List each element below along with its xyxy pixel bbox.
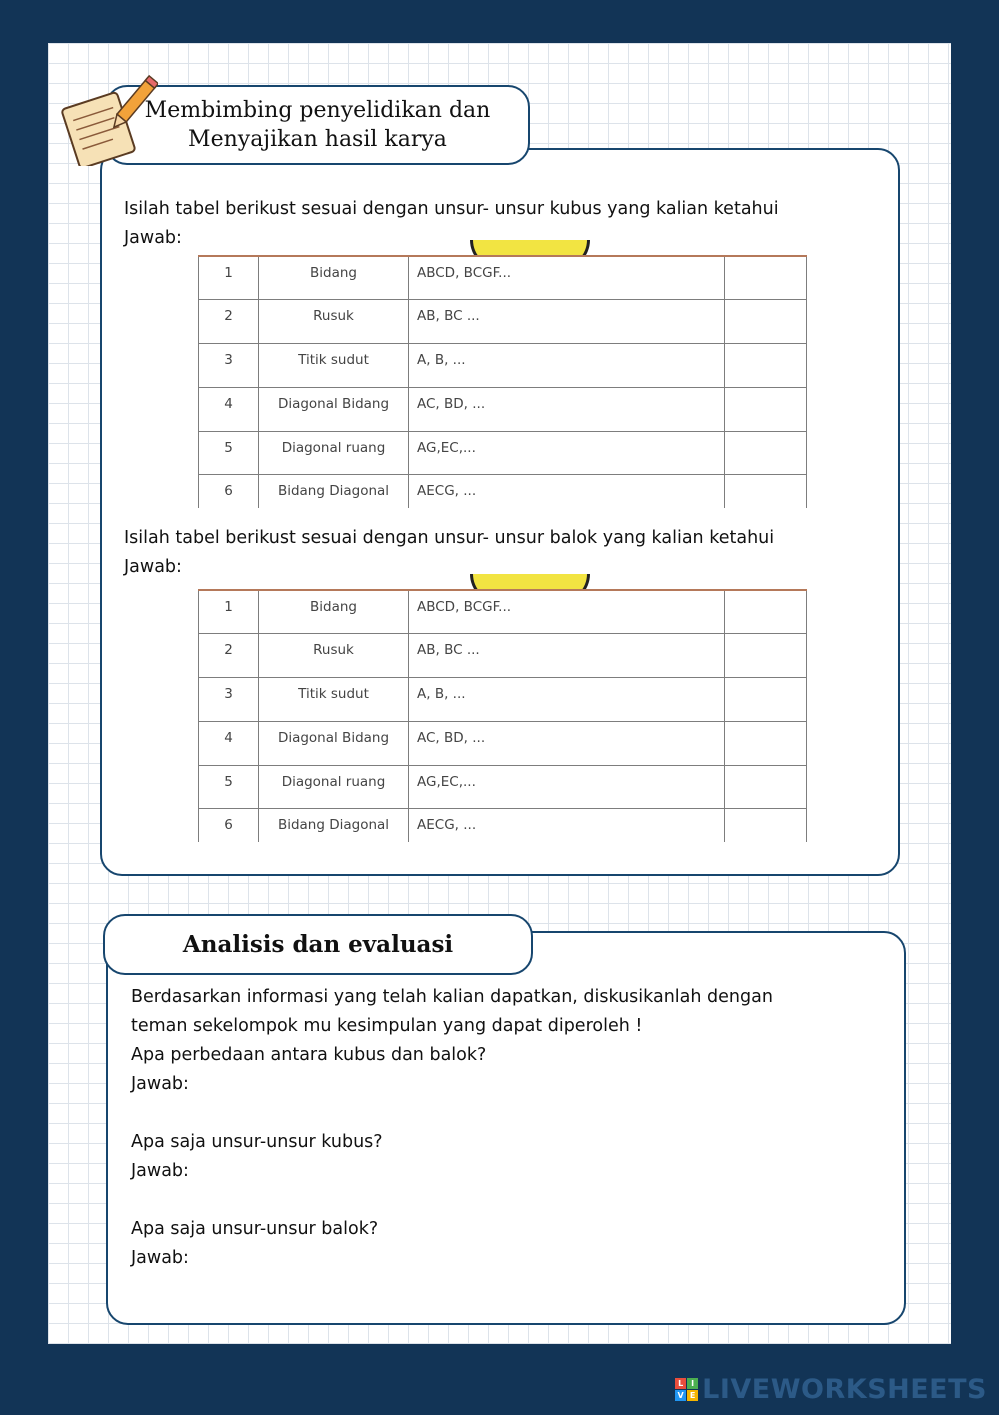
element-name: Rusuk (259, 300, 409, 344)
liveworksheets-wordmark: LIVEWORKSHEETS (702, 1374, 987, 1405)
element-example: AECG, ... (409, 475, 725, 508)
analysis-intro-line1: Berdasarkan informasi yang telah kalian dapatkan, diskusikanlah dengan (131, 987, 773, 1007)
table-row (199, 256, 807, 300)
answer-cell[interactable] (725, 387, 807, 431)
answer-cell[interactable] (725, 256, 807, 300)
investigation-title-line2: Menyajikan hasil karya (188, 127, 447, 152)
table-row (199, 590, 807, 634)
answer-label-cube-elements: Jawab: (131, 1161, 189, 1181)
element-name: Rusuk (259, 634, 409, 678)
table-row (199, 809, 807, 842)
answer-cell[interactable] (725, 475, 807, 508)
liveworksheets-icon (675, 1378, 698, 1401)
answer-cell[interactable] (725, 765, 807, 809)
logo-letter-v: V (675, 1390, 686, 1401)
row-number: 3 (199, 678, 259, 722)
element-name: Titik sudut (259, 344, 409, 388)
table-row (199, 475, 807, 508)
element-name: Diagonal ruang (259, 765, 409, 809)
element-name: Diagonal Bidang (259, 721, 409, 765)
element-example: AC, BD, ... (409, 387, 725, 431)
element-example: A, B, ... (409, 344, 725, 388)
logo-letter-i: I (687, 1378, 698, 1389)
answer-label-cuboid-elements: Jawab: (131, 1248, 189, 1268)
row-number: 2 (199, 634, 259, 678)
table-row (199, 721, 807, 765)
row-number: 6 (199, 475, 259, 508)
question-cuboid-elements: Apa saja unsur-unsur balok? (131, 1219, 379, 1239)
liveworksheets-logo (675, 1374, 987, 1405)
answer-cell[interactable] (725, 634, 807, 678)
row-number: 1 (199, 256, 259, 300)
answer-cell[interactable] (725, 721, 807, 765)
table-row (199, 431, 807, 475)
element-example: AC, BD, ... (409, 721, 725, 765)
logo-letter-e: E (687, 1390, 698, 1401)
investigation-title-line1: Membimbing penyelidikan dan (144, 98, 491, 123)
table-row (199, 344, 807, 388)
row-number: 5 (199, 431, 259, 475)
investigation-title (105, 85, 530, 165)
element-example: ABCD, BCGF... (409, 590, 725, 634)
logo-letter-l: L (675, 1378, 686, 1389)
cube-instruction: Isilah tabel berikust sesuai dengan unsur- unsur kubus yang kalian ketahui (124, 199, 779, 219)
question-cube-elements: Apa saja unsur-unsur kubus? (131, 1132, 383, 1152)
answer-label-difference: Jawab: (131, 1074, 189, 1094)
answer-cell[interactable] (725, 344, 807, 388)
row-number: 1 (199, 590, 259, 634)
element-example: AB, BC ... (409, 634, 725, 678)
element-name: Bidang (259, 590, 409, 634)
row-number: 4 (199, 721, 259, 765)
element-example: AECG, ... (409, 809, 725, 842)
answer-cell[interactable] (725, 678, 807, 722)
element-example: AG,EC,... (409, 431, 725, 475)
table-row (199, 678, 807, 722)
analysis-title: Analisis dan evaluasi (103, 914, 533, 975)
cube-elements-table (198, 255, 807, 508)
element-name: Bidang Diagonal (259, 809, 409, 842)
element-name: Bidang (259, 256, 409, 300)
element-name: Bidang Diagonal (259, 475, 409, 508)
cuboid-elements-table (198, 589, 807, 842)
element-example: A, B, ... (409, 678, 725, 722)
answer-cell[interactable] (725, 809, 807, 842)
answer-cell[interactable] (725, 590, 807, 634)
analysis-intro-line2: teman sekelompok mu kesimpulan yang dapat diperoleh ! (131, 1016, 643, 1036)
answer-cell[interactable] (725, 431, 807, 475)
table-row (199, 765, 807, 809)
row-number: 4 (199, 387, 259, 431)
row-number: 2 (199, 300, 259, 344)
element-name: Titik sudut (259, 678, 409, 722)
element-name: Diagonal Bidang (259, 387, 409, 431)
cuboid-instruction: Isilah tabel berikust sesuai dengan unsur- unsur balok yang kalian ketahui (124, 528, 775, 548)
row-number: 5 (199, 765, 259, 809)
answer-cell[interactable] (725, 300, 807, 344)
row-number: 3 (199, 344, 259, 388)
table-row (199, 634, 807, 678)
element-name: Diagonal ruang (259, 431, 409, 475)
element-example: AG,EC,... (409, 765, 725, 809)
cube-answer-label: Jawab: (124, 228, 182, 248)
table-row (199, 387, 807, 431)
question-difference: Apa perbedaan antara kubus dan balok? (131, 1045, 487, 1065)
element-example: ABCD, BCGF... (409, 256, 725, 300)
notepad-pencil-icon (58, 74, 158, 166)
cuboid-answer-label: Jawab: (124, 557, 182, 577)
row-number: 6 (199, 809, 259, 842)
table-row (199, 300, 807, 344)
element-example: AB, BC ... (409, 300, 725, 344)
